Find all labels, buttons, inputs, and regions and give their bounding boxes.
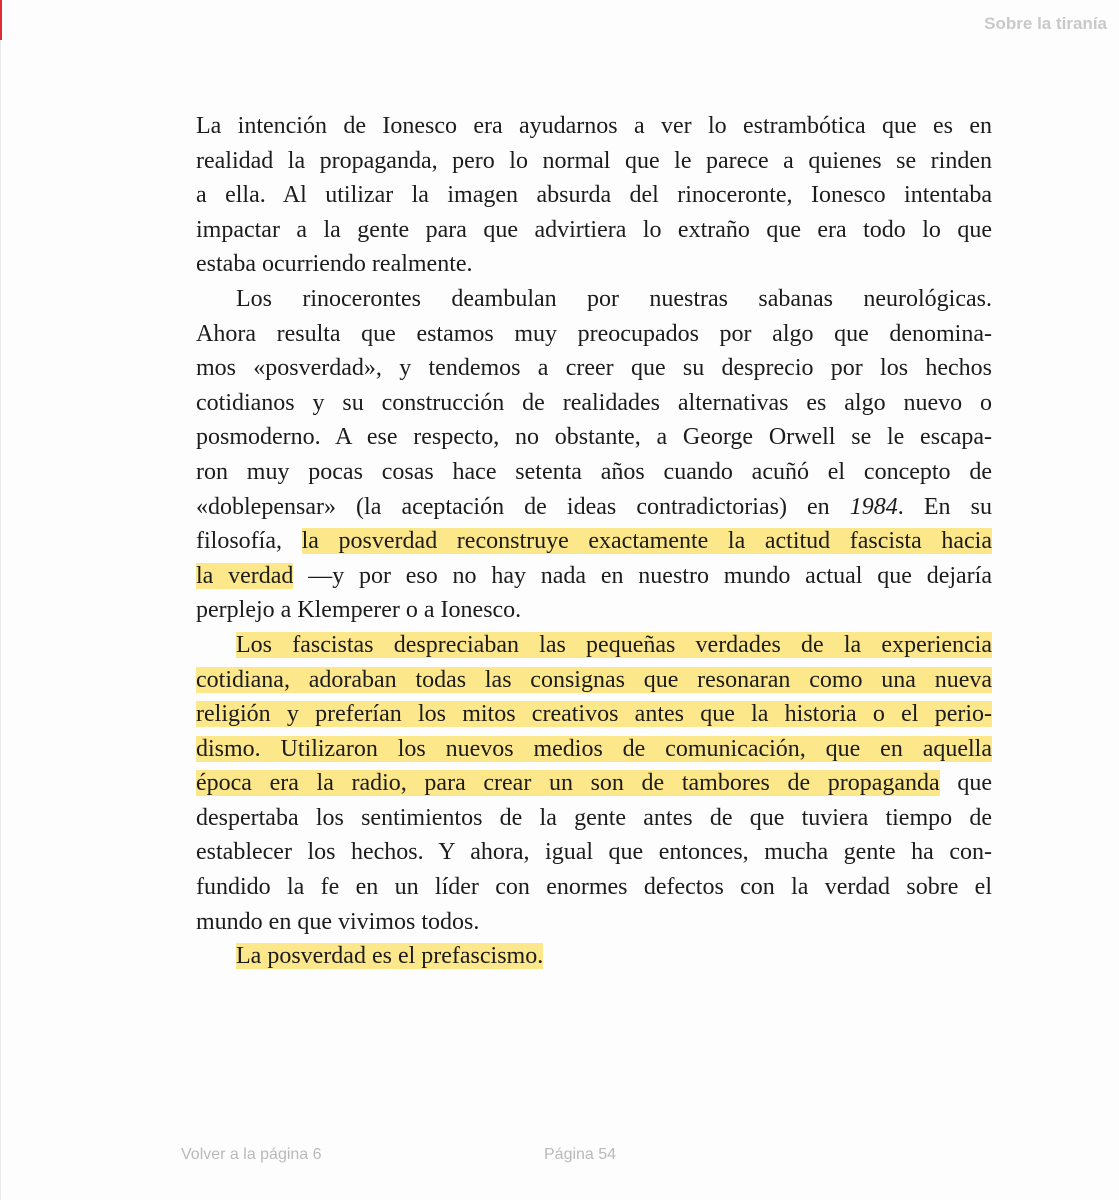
window-accent (0, 0, 2, 40)
text-line[interactable]: perplejo a Klemperer o a Ionesco. (196, 597, 522, 624)
text-line[interactable]: establecer los hechos. Y ahora, igual que entonces, mucha gente ha con- (196, 839, 992, 866)
highlight[interactable]: cotidiana, adoraban todas las consignas que resonaran como una nueva (196, 666, 992, 693)
highlight[interactable]: dismo. Utilizaron los nuevos medios de comunicación, que en aquella (196, 735, 992, 762)
text-line[interactable]: impactar a la gente para que advirtiera lo extraño que era todo lo que (196, 216, 992, 243)
highlight[interactable]: la verdad (196, 562, 294, 589)
text-line[interactable]: La intención de Ionesco era ayudarnos a ver lo estrambótica que es en (196, 113, 992, 139)
paragraph-2 (196, 282, 992, 628)
text-line[interactable]: mundo en que vivimos todos. (196, 908, 480, 935)
text-line[interactable] (196, 524, 992, 559)
back-to-page-link[interactable]: Volver a la página 6 (181, 1146, 322, 1163)
text-line[interactable]: despertaba los sentimientos de la gente antes de que tuviera tiempo de (196, 804, 992, 831)
book-title: Sobre la tiranía (984, 14, 1107, 33)
text-line[interactable]: Ahora resulta que estamos muy preocupados por algo que denomina- (196, 320, 992, 347)
text-line[interactable] (196, 732, 992, 767)
text-line[interactable]: mos «posverdad», y tendemos a creer que su desprecio por los hechos (196, 355, 992, 382)
text-line[interactable] (196, 559, 992, 594)
paragraph-3 (196, 628, 992, 939)
text-line[interactable] (196, 766, 992, 801)
text-segment: —y por eso no hay nada en nuestro mundo actual que dejaría (293, 562, 992, 589)
text-line[interactable]: estaba ocurriendo realmente. (196, 251, 473, 278)
text-segment: que (939, 770, 992, 797)
book-title-1984: 1984 (849, 493, 898, 520)
page-content (196, 109, 992, 974)
text-line[interactable] (196, 490, 992, 525)
text-line[interactable]: Los rinocerontes deambulan por nuestras sabanas neurológicas. (236, 285, 992, 312)
text-line[interactable]: cotidianos y su construcción de realidades alternativas es algo nuevo o (196, 389, 992, 416)
text-line[interactable]: posmoderno. A ese respecto, no obstante, a George Orwell se le escapa- (196, 424, 992, 451)
highlight[interactable]: La posverdad es el prefascismo. (236, 943, 544, 970)
text-line[interactable] (196, 628, 992, 663)
paragraph-1 (196, 109, 992, 282)
text-line[interactable]: a ella. Al utilizar la imagen absurda del rinoceronte, Ionesco intentaba (196, 182, 992, 209)
highlight[interactable]: religión y preferían los mitos creativos antes que la historia o el perio- (196, 701, 992, 728)
text-line[interactable] (196, 697, 992, 732)
page-number: Página 54 (544, 1146, 617, 1163)
text-segment: «doblepensar» (la aceptación de ideas contradictorias) en (196, 493, 850, 520)
text-segment: filosofía, (196, 528, 302, 555)
text-segment: . En su (897, 493, 992, 520)
highlight[interactable]: la posverdad reconstruye exactamente la actitud fascista hacia (301, 528, 992, 555)
paragraph-4 (196, 939, 992, 974)
text-line[interactable] (196, 939, 992, 974)
highlight[interactable]: época era la radio, para crear un son de tambores de propaganda (196, 770, 940, 797)
text-line[interactable]: fundido la fe en un líder con enormes defectos con la verdad sobre el (196, 874, 992, 901)
text-line[interactable]: realidad la propaganda, pero lo normal que le parece a quienes se rinden (196, 147, 992, 174)
text-line[interactable]: ron muy pocas cosas hace setenta años cuando acuñó el concepto de (196, 458, 992, 485)
highlight[interactable]: Los fascistas despreciaban las pequeñas verdades de la experiencia (236, 631, 992, 658)
text-line[interactable] (196, 663, 992, 698)
window-border (0, 0, 1, 1200)
